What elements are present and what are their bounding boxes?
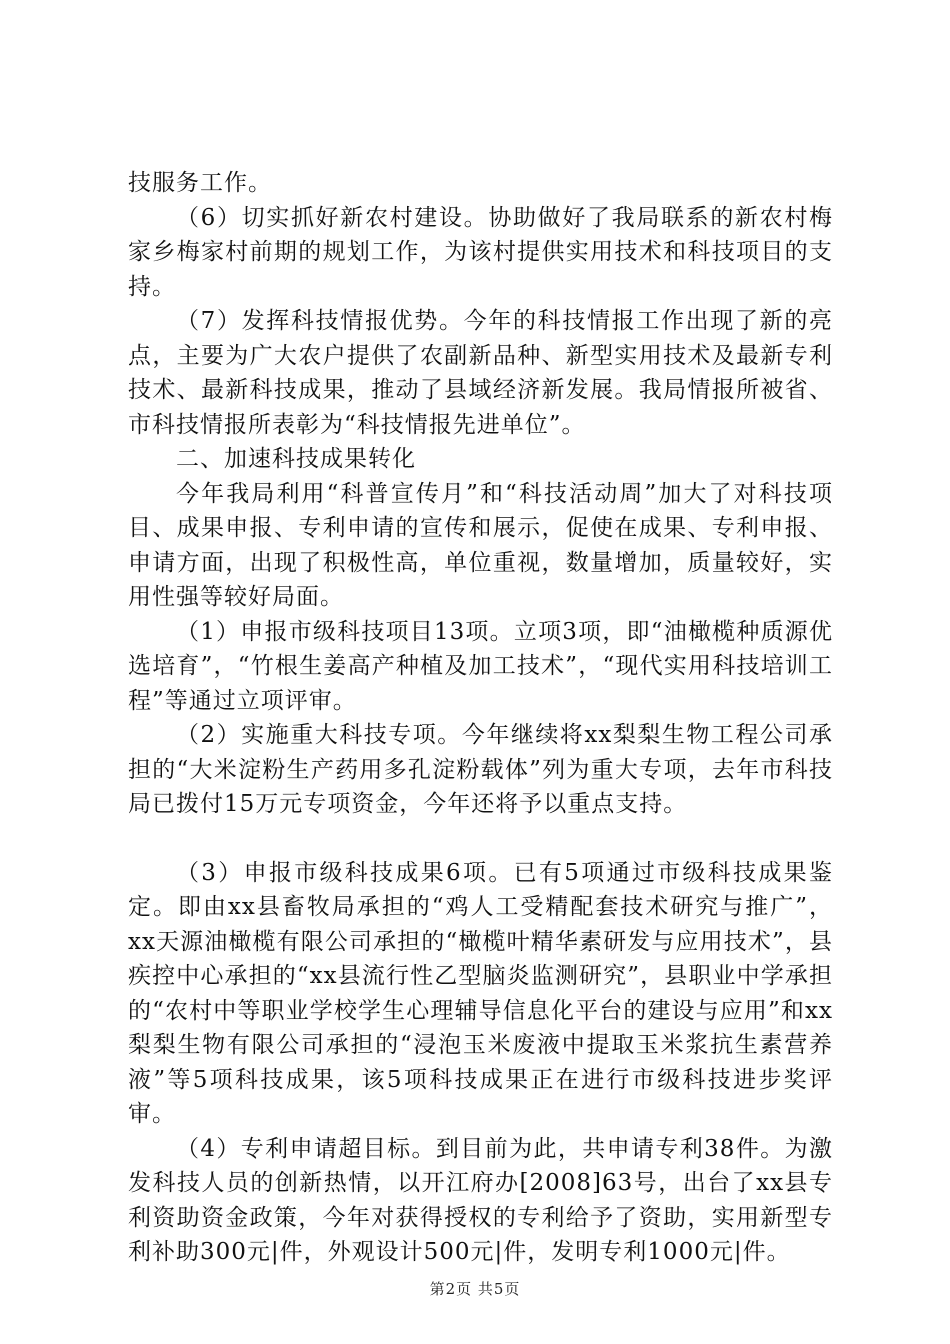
section-heading: 二、加速科技成果转化: [176, 446, 416, 472]
page-footer: 第2页 共5页: [429, 1280, 521, 1298]
paragraph-item-4: （4）专利申请超目标。到目前为此，共申请专利38件。为激发科技人员的创新热情，以开江府办[2008]63号，出台了xx县专利资助资金政策，今年对获得授权的专利给予了资助，实用新型专利补助300元|件，外观设计500元|件，发明专利1000元|件。: [128, 1135, 833, 1265]
paragraph-item-3: （3）申报市级科技成果6项。已有5项通过市级科技成果鉴定。即由xx县畜牧局承担的“鸡人工受精配套技术研究与推广”，xx天源油橄榄有限公司承担的“橄榄叶精华素研发与应用技术”，县疾控中心承担的“xx县流行性乙型脑炎监测研究”，县职业中学承担的“农村中等职业学校学生心理辅导信息化平台的建设与应用”和xx梨梨生物有限公司承担的“浸泡玉米废液中提取玉米浆抗生素营养液”等5项科技成果，该5项科技成果正在进行市级科技进步奖评审。: [128, 859, 833, 1127]
paragraph-item-7: （7）发挥科技情报优势。今年的科技情报工作出现了新的亮点，主要为广大农户提供了农副新品种、新型实用技术及最新专利技术、最新科技成果，推动了县域经济新发展。我局情报所被省、市科技情报所表彰为“科技情报先进单位”。: [128, 308, 833, 438]
document-body: [128, 166, 833, 1270]
paragraph-intro: 今年我局利用“科普宣传月”和“科技活动周”加大了对科技项目、成果申报、专利申请的宣传和展示，促使在成果、专利申报、申请方面，出现了积极性高，单位重视，数量增加，质量较好，实用性强等较好局面。: [128, 480, 833, 610]
paragraph-item-6: （6）切实抓好新农村建设。协助做好了我局联系的新农村梅家乡梅家村前期的规划工作，为该村提供实用技术和科技项目的支持。: [128, 204, 833, 300]
paragraph-continuation: 技服务工作。: [128, 170, 272, 196]
paragraph-spacer: [128, 822, 833, 856]
paragraph-item-2: （2）实施重大科技专项。今年继续将xx梨梨生物工程公司承担的“大米淀粉生产药用多孔淀粉载体”列为重大专项，去年市科技局已拨付15万元专项资金，今年还将予以重点支持。: [128, 722, 833, 817]
paragraph-item-1: （1）申报市级科技项目13项。立项3项，即“油橄榄种质源优选培育”，“竹根生姜高产种植及加工技术”，“现代实用科技培训工程”等通过立项评审。: [128, 618, 833, 714]
